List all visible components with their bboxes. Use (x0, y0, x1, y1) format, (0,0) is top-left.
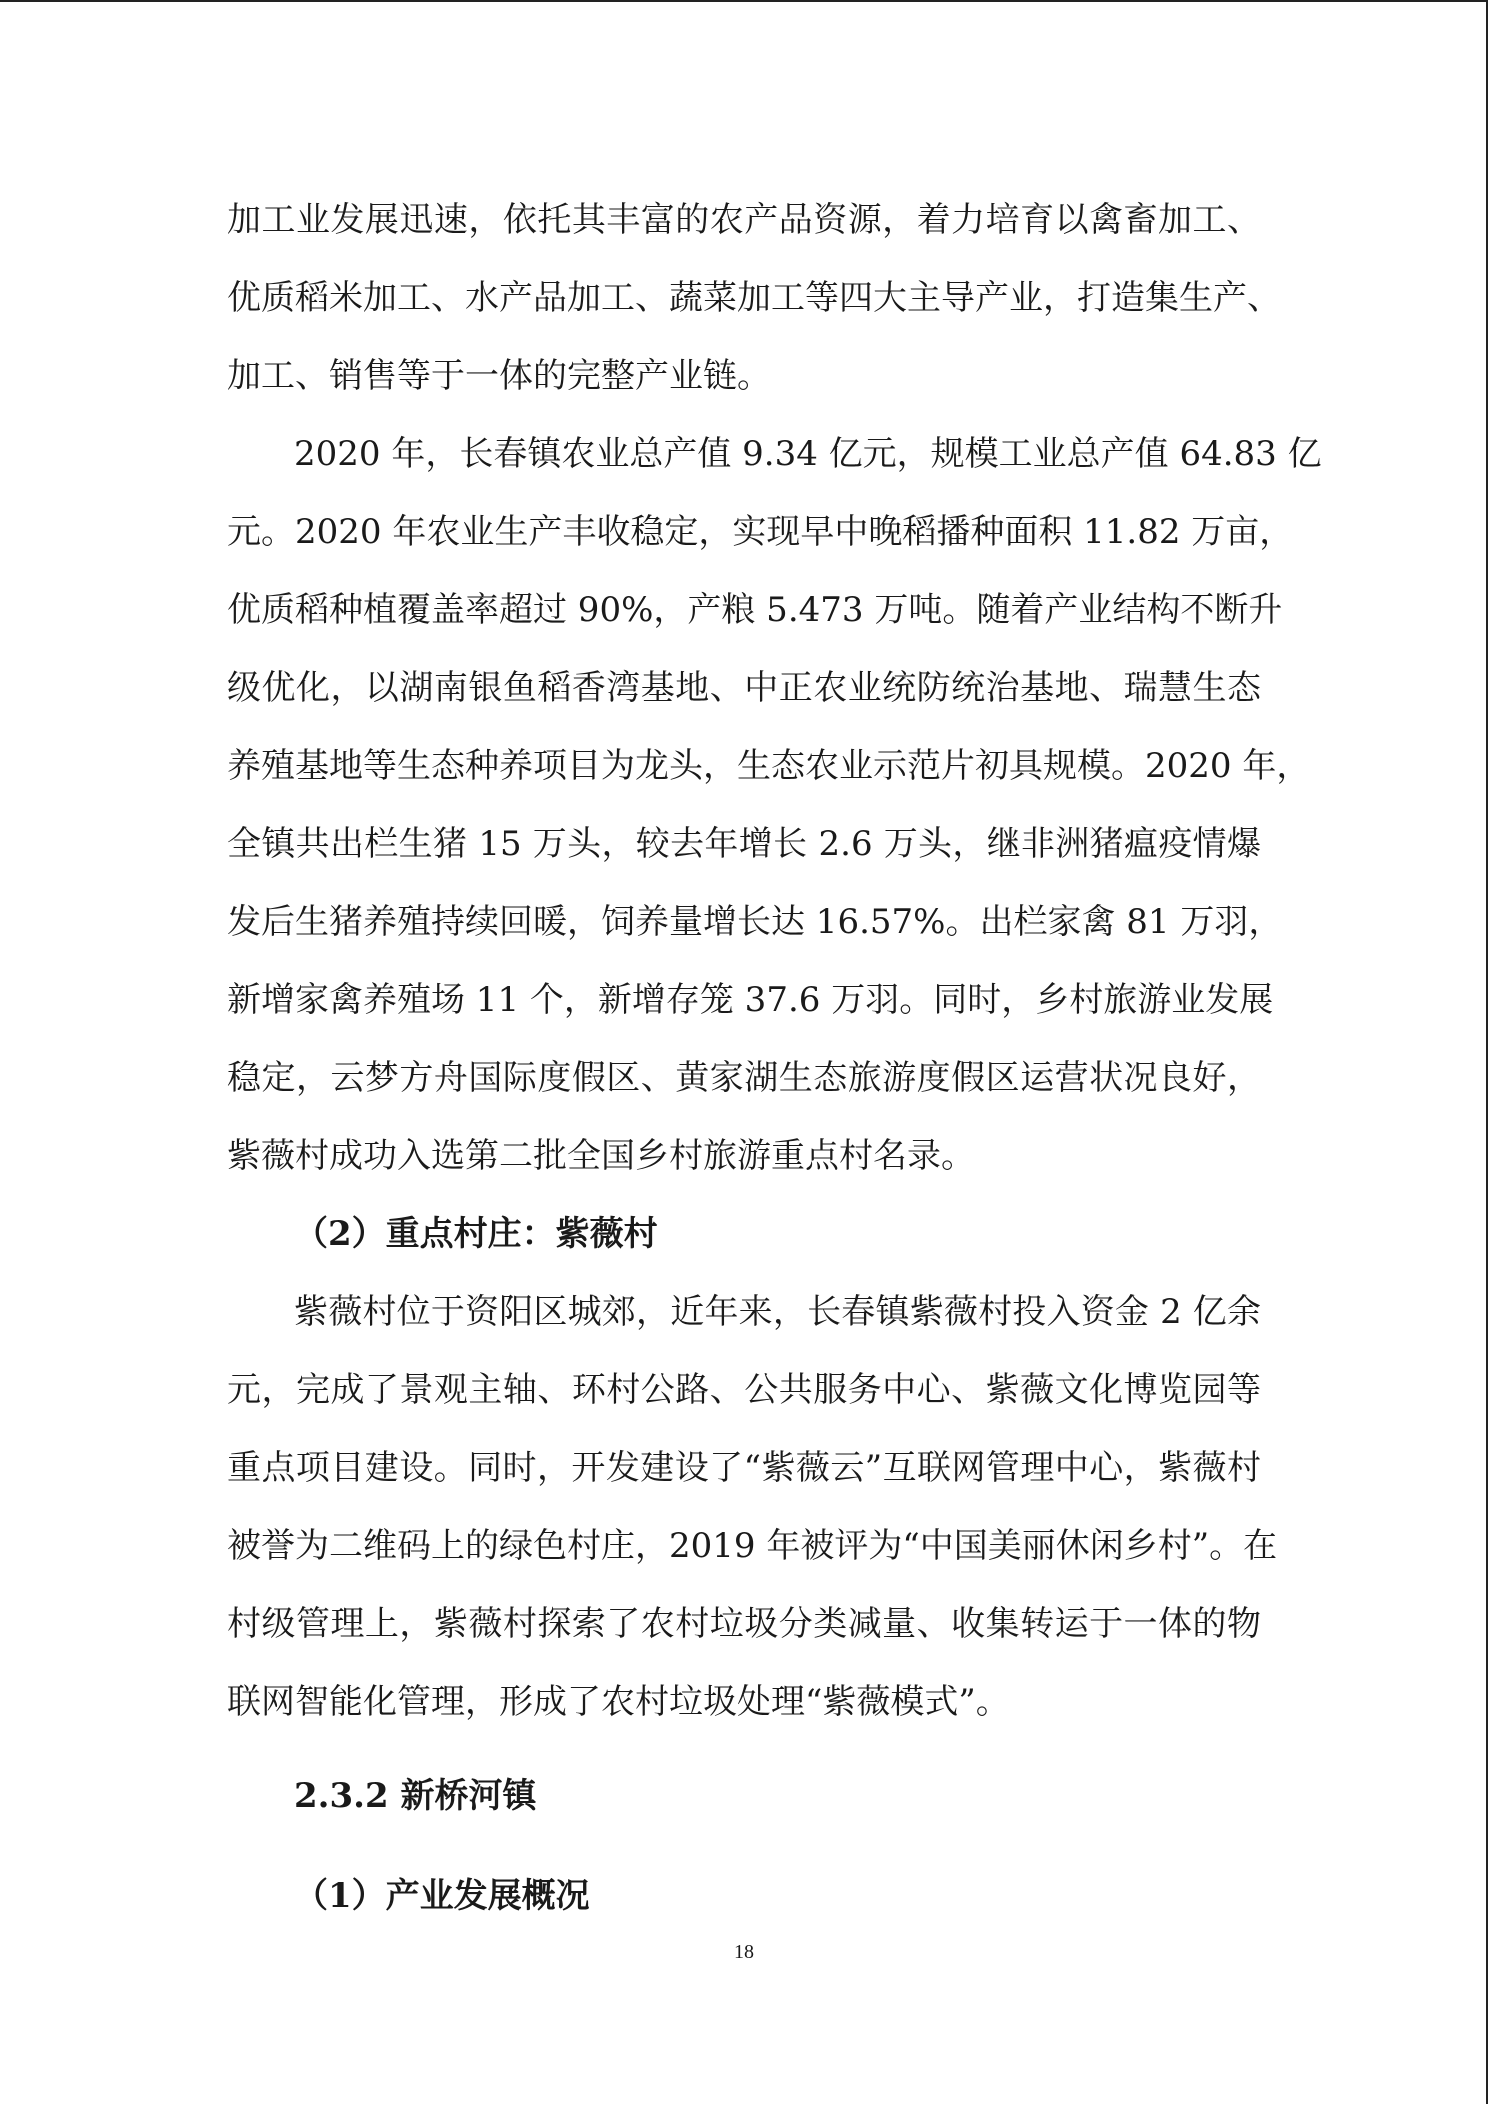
subheading-key-village: （2）重点村庄：紫薇村 (294, 1214, 658, 1254)
page-number: 18 (734, 1941, 754, 1963)
text-line: 级优化，以湖南银鱼稻香湾基地、中正农业统防统治基地、瑞慧生态 (227, 668, 1261, 708)
text-line: 紫薇村成功入选第二批全国乡村旅游重点村名录。 (227, 1136, 975, 1176)
text-line: 新增家禽养殖场 11 个，新增存笼 37.6 万羽。同时，乡村旅游业发展 (227, 980, 1274, 1020)
text-line: 紫薇村位于资阳区城郊，近年来，长春镇紫薇村投入资金 2 亿余 (294, 1292, 1261, 1332)
subheading-industry-overview: （1）产业发展概况 (294, 1876, 590, 1916)
top-border-rule (0, 0, 1488, 2)
text-line: 加工、销售等于一体的完整产业链。 (227, 356, 771, 396)
text-line: 元，完成了景观主轴、环村公路、公共服务中心、紫薇文化博览园等 (227, 1370, 1261, 1410)
text-line: 2020 年，长春镇农业总产值 9.34 亿元，规模工业总产值 64.83 亿 (294, 434, 1322, 474)
text-line: 村级管理上，紫薇村探索了农村垃圾分类减量、收集转运于一体的物 (227, 1604, 1261, 1644)
text-line: 优质稻米加工、水产品加工、蔬菜加工等四大主导产业，打造集生产、 (227, 278, 1281, 318)
text-line: 被誉为二维码上的绿色村庄，2019 年被评为“中国美丽休闲乡村”。在 (227, 1526, 1278, 1566)
section-heading: 2.3.2 新桥河镇 (294, 1776, 537, 1816)
text-line: 联网智能化管理，形成了农村垃圾处理“紫薇模式”。 (227, 1682, 1010, 1722)
text-line: 重点项目建设。同时，开发建设了“紫薇云”互联网管理中心，紫薇村 (227, 1448, 1261, 1488)
text-line: 优质稻种植覆盖率超过 90%，产粮 5.473 万吨。随着产业结构不断升 (227, 590, 1283, 630)
text-line: 全镇共出栏生猪 15 万头，较去年增长 2.6 万头，继非洲猪瘟疫情爆 (227, 824, 1261, 864)
text-line: 元。2020 年农业生产丰收稳定，实现早中晚稻播种面积 11.82 万亩， (227, 512, 1294, 552)
text-line: 加工业发展迅速，依托其丰富的农产品资源，着力培育以禽畜加工、 (227, 200, 1261, 240)
text-line: 发后生猪养殖持续回暖，饲养量增长达 16.57%。出栏家禽 81 万羽， (227, 902, 1283, 942)
text-line: 稳定，云梦方舟国际度假区、黄家湖生态旅游度假区运营状况良好， (227, 1058, 1261, 1098)
text-line: 养殖基地等生态种养项目为龙头，生态农业示范片初具规模。2020 年， (227, 746, 1311, 786)
